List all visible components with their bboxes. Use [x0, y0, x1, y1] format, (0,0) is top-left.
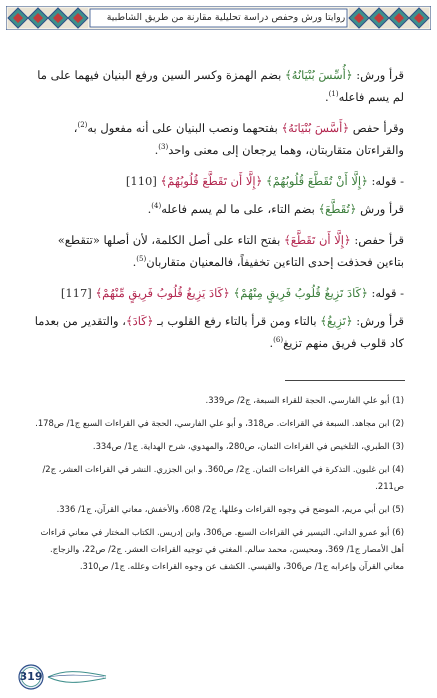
paragraph-5 — [32, 229, 404, 273]
quran-verse: ﴿إِلَّا أَن تَقَطَّعَ قُلُوبُهُمْ﴾ — [160, 174, 263, 188]
footnote-5: (5) ابن أبي مريم، الموضح في وجوه القراءات وعللها، ج2/ 608، والأخفش، معاني القرآن، ج1/ 336. — [56, 504, 404, 514]
footnote-1: (1) أبو علي الفارسي، الحجة للقراء السبعة، ج2/ ص339. — [205, 395, 404, 405]
footnote-ref: (5) — [136, 255, 147, 264]
header-banner — [6, 6, 431, 30]
footnotes — [32, 392, 404, 581]
footnote-6: (6) أبو عمرو الداني. التيسير في القراءات السبع. ص306، وابن إدريس. الكتاب المختار في معاني قراءات أهل الأمصار ج1/ 369، ومحيسن، محمد سالم. المغني في توجيه القراءات العشر. ج2/ ص22، والزجاج. معاني القرآن وإعرابه ج1/ ص306، والقيسي. الكشف عن وجوه القراءات وعلله. ج1/ ص310. — [40, 527, 404, 571]
text: قرأ ورش — [356, 202, 404, 216]
quran-verse: ﴿أُسِّسَ بُنْيَانُهُ﴾ — [284, 68, 353, 82]
text: - قوله: — [367, 174, 404, 188]
page-number: 319 — [19, 670, 43, 683]
footnote-2: (2) ابن مجاهد. السبعة في القراءات. ص318، و أبو علي الفارسي، الحجة في القراءات السبع ج1/ ص178. — [35, 418, 404, 428]
verse-number: [117] — [60, 286, 96, 300]
text: بالتاء ومن قرأ بالتاء رفع القلوب بـ — [153, 314, 321, 328]
paragraph-3 — [32, 170, 404, 192]
main-text — [32, 64, 404, 363]
quran-verse: ﴿كَادَ يَزِيغُ قُلُوبُ فَرِيقٍ مِّنْهُمْ﴾ — [95, 286, 230, 300]
text: قرأ ورش: — [352, 314, 404, 328]
quran-verse: ﴿كَادَ تَزِيغُ قُلُوبُ فَرِيقٍ مِنْهُمْ﴾ — [233, 286, 368, 300]
text: . — [132, 255, 137, 269]
ornament-pattern-left — [8, 8, 88, 28]
ornament-pattern-right — [349, 8, 429, 28]
footnote-ref: (4) — [151, 202, 162, 211]
footnote-ref: (2) — [77, 121, 88, 130]
text: بفتحهما ونصب البنيان على أنه مفعول به — [87, 121, 282, 135]
quran-verse: ﴿تَزِيغُ﴾ — [320, 314, 353, 328]
footnote-ref: (1) — [328, 90, 339, 99]
text: - قوله: — [367, 286, 404, 300]
footnote-divider — [285, 380, 405, 381]
text: . — [269, 336, 274, 350]
paragraph-1 — [32, 64, 404, 108]
footnote-ref: (3) — [158, 143, 169, 152]
text: . — [147, 202, 152, 216]
paragraph-2 — [32, 117, 404, 161]
text: . — [154, 143, 159, 157]
text: بضم التاء، على ما لم يسم فاعله — [161, 202, 319, 216]
text: ، والقراءتان متقاربتان، وهما يرجعان إلى معنى واحد — [73, 121, 404, 157]
paragraph-6 — [32, 282, 404, 304]
quran-verse: ﴿كَادَ﴾ — [125, 314, 154, 328]
text: قرأ حفص: — [350, 233, 404, 247]
quran-verse: ﴿تُقَطَّعَ﴾ — [318, 202, 357, 216]
text: . — [324, 90, 329, 104]
paragraph-7 — [32, 310, 404, 354]
text: قرأ ورش: — [352, 68, 404, 82]
text: ، والتقدير من بعدما كاد قلوب فريق منهم تزيغ — [34, 314, 404, 350]
quran-verse: ﴿إِلَّا أَن تَقَطَّعَ﴾ — [283, 233, 351, 247]
running-header-title: روايتا ورش وحفص دراسة تحليلية مقارنة من طريق الشاطبية — [106, 12, 346, 23]
page-number-ornament — [8, 664, 108, 690]
footnote-4: (4) ابن غلبون. التذكرة في القراءات الثمان. ج2/ ص360. و ابن الجزري. النشر في القراءات العشر، ج2/ ص211. — [42, 464, 404, 491]
paragraph-4 — [32, 198, 404, 220]
text: بضم الهمزة وكسر السين ورفع البنيان فيهما على ما لم يسم فاعله — [37, 68, 404, 104]
quran-verse: ﴿إِلَّا أَنْ تُقَطَّعَ قُلُوبُهُمْ﴾ — [266, 174, 368, 188]
verse-number: [110] — [125, 174, 161, 188]
quran-verse: ﴿أَسَّسَ بُنْيَانَهُ﴾ — [281, 121, 350, 135]
text: بفتح التاء على أصل الكلمة، لأن أصلها «تتقطع» بتاءين فحذفت إحدى التاءين تخفيفاً، فالمعنيان متقاربان — [57, 233, 404, 269]
footnote-ref: (6) — [273, 336, 284, 345]
text: وقرأ حفص — [349, 121, 404, 135]
footnote-3: (3) الطبري، التلخيص في القراءات الثمان، ص280، والمهدوي، شرح الهداية. ج1/ ص334. — [92, 441, 404, 451]
